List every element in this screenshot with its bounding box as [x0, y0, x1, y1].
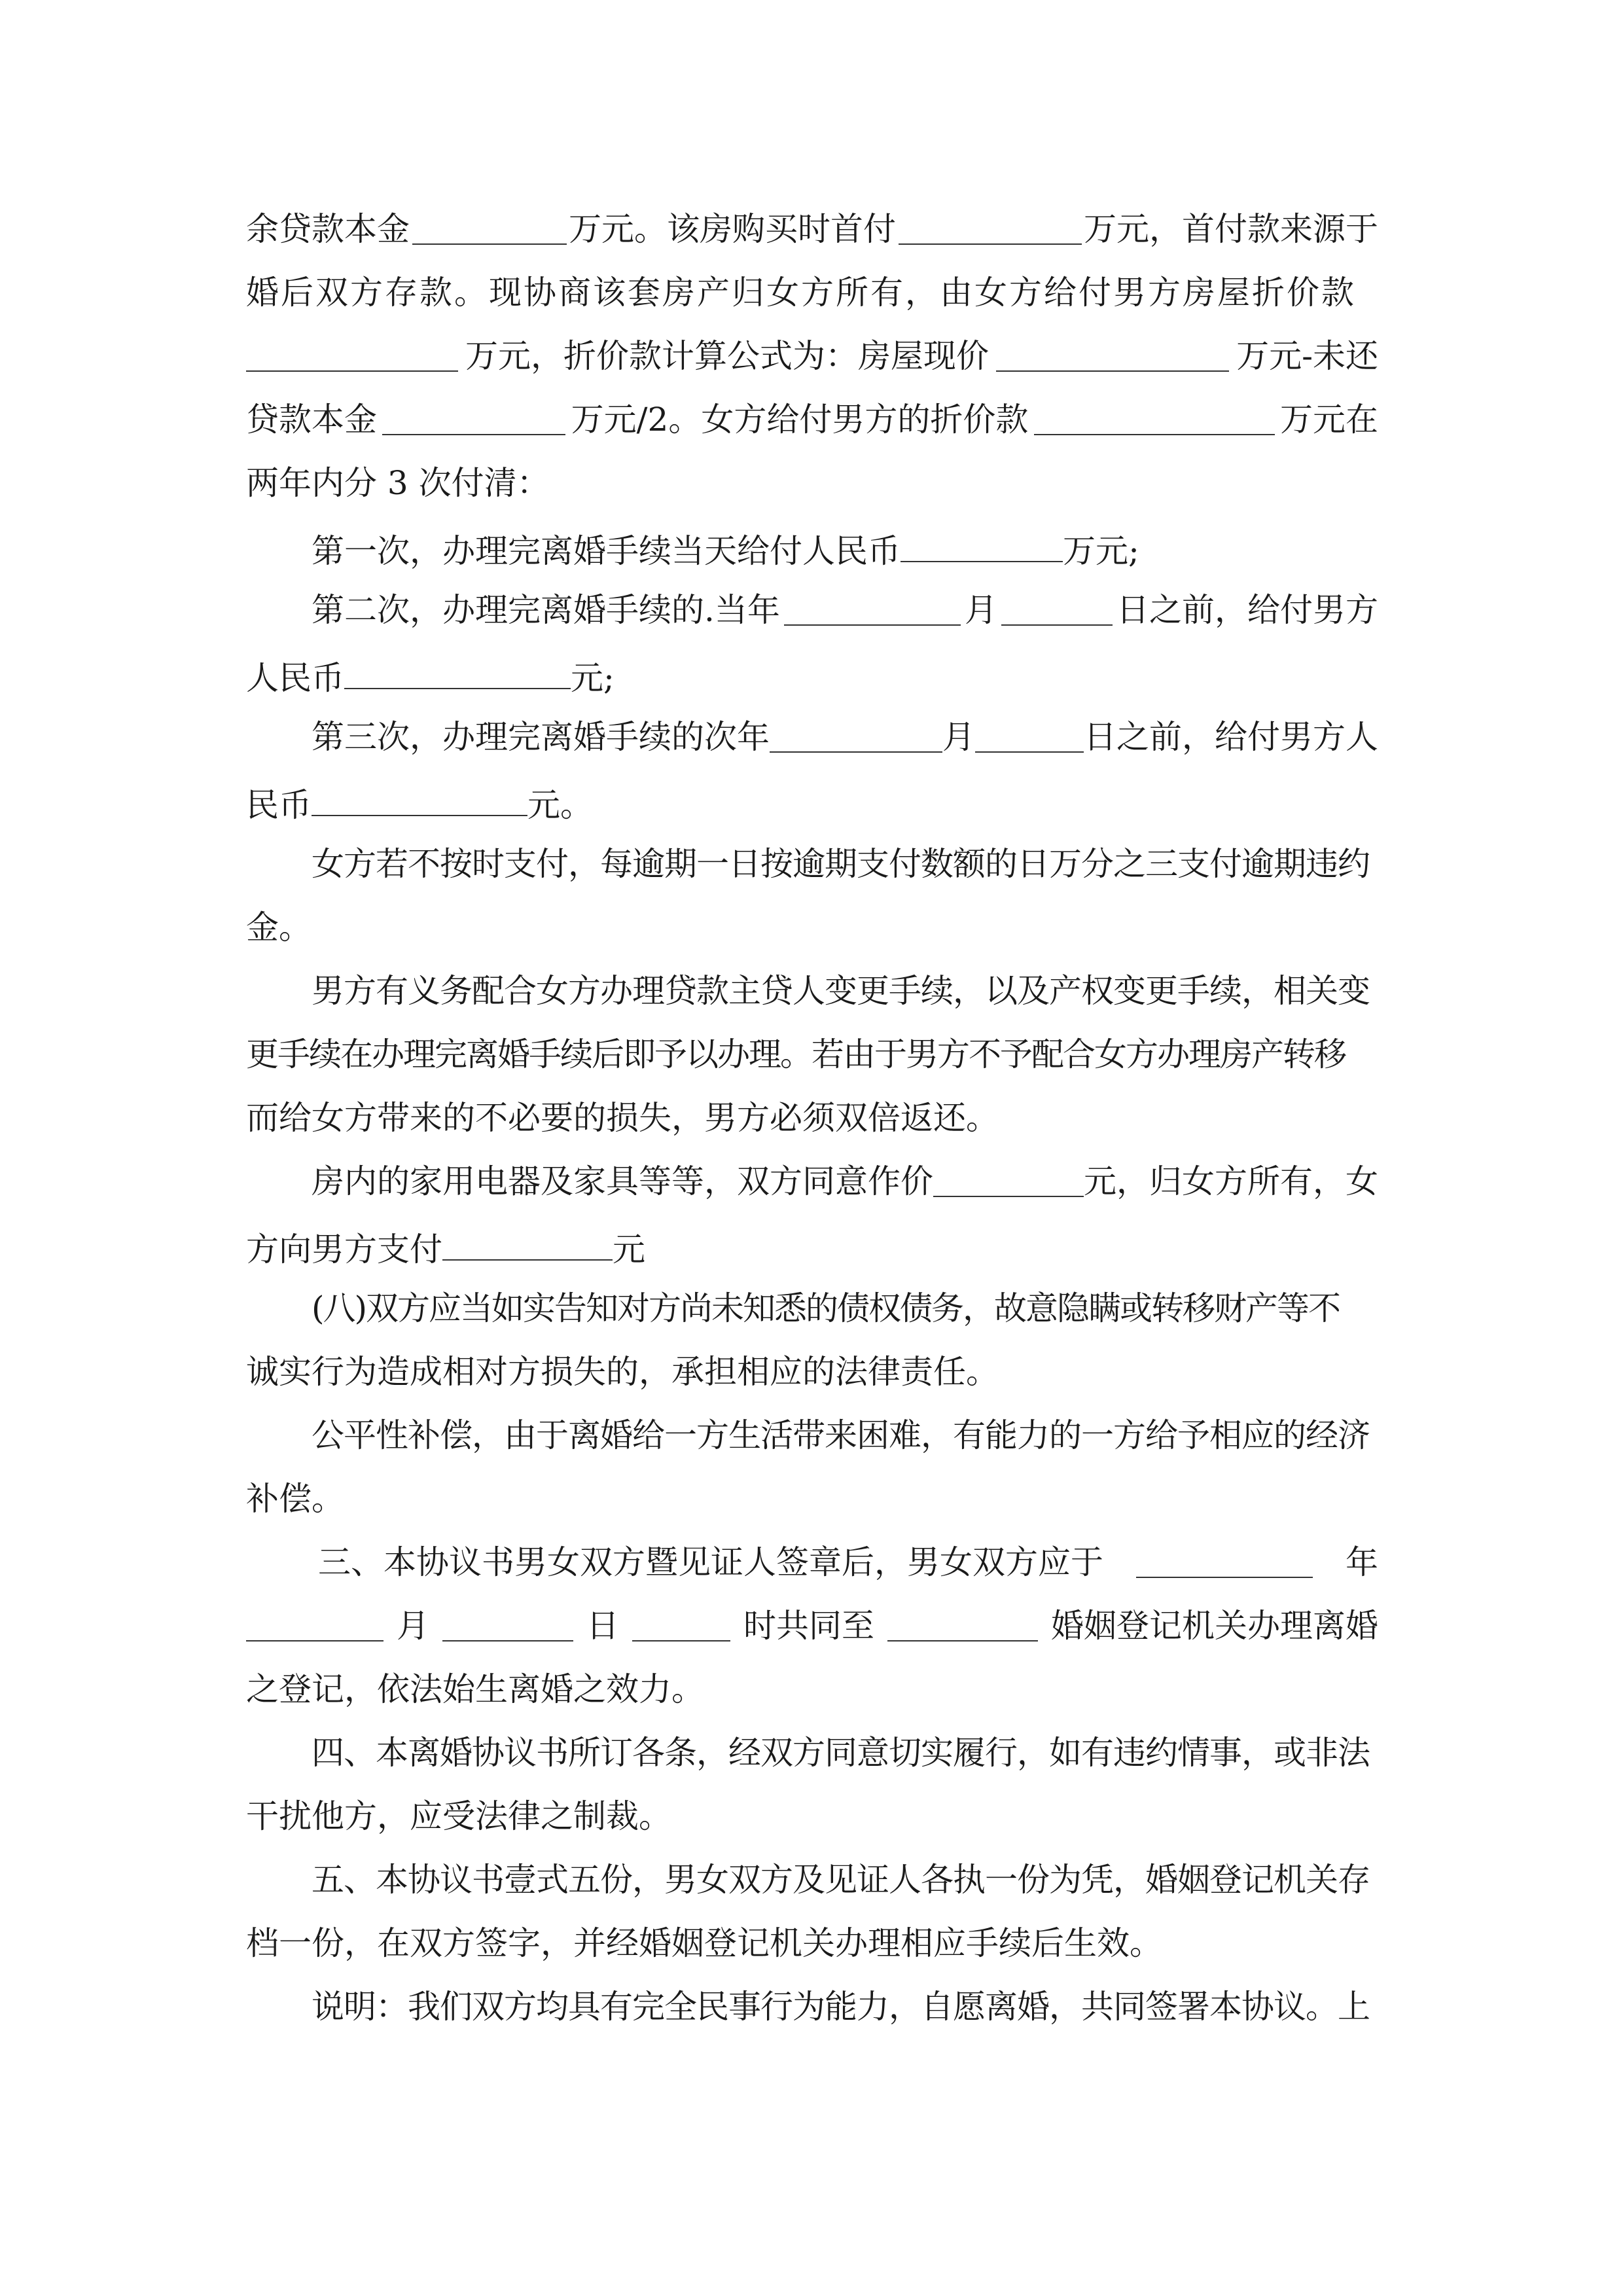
text-segment: 婚姻登记机关办理离婚: [1051, 1607, 1378, 1645]
fill-blank: [975, 711, 1084, 753]
text-segment: 女方若不按时支付，每逾期一日按逾期支付数额的日万分之三支付逾期违约: [312, 845, 1370, 883]
text-line: [246, 711, 1378, 763]
text-segment: 元。: [527, 786, 593, 824]
fill-blank: [344, 647, 571, 689]
text-segment: 干扰他方，应受法律之制裁。: [246, 1797, 671, 1835]
fill-blank: [899, 203, 1082, 245]
text-segment: 万元，首付款来源于: [1084, 210, 1378, 248]
text-segment: 说明：我们双方均具有完全民事行为能力，自愿离婚，共同签署本协议。上: [312, 1988, 1370, 2026]
text-line: [246, 1409, 1378, 1462]
text-segment: 万元-未还: [1236, 337, 1378, 375]
text-segment: 元;: [571, 659, 615, 697]
text-line: [246, 965, 1378, 1017]
text-line: [246, 1600, 1378, 1652]
fill-blank: [1034, 393, 1275, 435]
text-segment: 月: [397, 1607, 429, 1645]
text-line: [246, 647, 1378, 700]
text-segment: 公平性补偿，由于离婚给一方生活带来困难，有能力的一方给予相应的经济: [312, 1416, 1370, 1454]
text-line: [246, 330, 1378, 382]
text-line: [246, 838, 1378, 890]
text-line: [246, 266, 1378, 319]
text-segment: 房内的家用电器及家具等等，双方同意作价: [312, 1162, 933, 1200]
fill-blank: [901, 520, 1063, 562]
text-line: [246, 1473, 1378, 1525]
text-segment: 日: [586, 1607, 619, 1645]
text-segment: 男方有义务配合女方办理贷款主贷人变更手续，以及产权变更手续，相关变: [312, 972, 1370, 1010]
text-segment: 年: [1346, 1543, 1378, 1581]
text-segment: 日之前，给付男方: [1116, 591, 1378, 629]
text-segment: 月: [942, 718, 975, 756]
fill-blank: [442, 1600, 573, 1641]
text-segment: 万元在: [1279, 401, 1378, 439]
text-line: [246, 1092, 1378, 1144]
text-segment: 第一次，办理完离婚手续当天给付人民币: [312, 532, 901, 570]
fill-blank: [770, 711, 942, 753]
text-segment: (八)双方应当如实告知对方尚未知悉的债权债务，故意隐瞒或转移财产等不: [312, 1289, 1340, 1327]
fill-blank: [442, 1219, 613, 1261]
text-line: [246, 393, 1378, 446]
text-segment: 更手续在办理完离婚手续后即予以办理。若由于男方不予配合女方办理房产转移: [246, 1035, 1346, 1073]
text-segment: 两年内分 3 次付清：: [246, 464, 550, 502]
text-line: [246, 1663, 1378, 1715]
text-line: [246, 1981, 1378, 2033]
fill-blank: [632, 1600, 730, 1641]
text-segment: 金。: [246, 908, 312, 946]
text-line: [246, 774, 1378, 827]
text-segment: 万元，折价款计算公式为：房屋现价: [465, 337, 990, 375]
text-segment: 人民币: [246, 659, 344, 697]
text-segment: 档一份，在双方签字，并经婚姻登记机关办理相应手续后生效。: [246, 1924, 1162, 1962]
fill-blank: [412, 203, 567, 245]
text-segment: 四、本离婚协议书所订各条，经双方同意切实履行，如有违约情事，或非法: [312, 1734, 1370, 1772]
text-segment: 时共同至: [743, 1607, 874, 1645]
fill-blank: [784, 584, 961, 626]
text-segment: 元，归女方所有，女: [1084, 1162, 1378, 1200]
fill-blank: [246, 1600, 383, 1641]
text-segment: 元: [613, 1230, 645, 1268]
fill-blank: [246, 330, 458, 372]
text-line: [246, 1790, 1378, 1842]
text-line: [246, 1155, 1378, 1208]
text-segment: 余贷款本金: [246, 210, 410, 248]
text-line: [246, 1536, 1378, 1588]
fill-blank: [1136, 1536, 1313, 1578]
text-line: [246, 1219, 1378, 1271]
text-segment: 诚实行为造成相对方损失的，承担相应的法律责任。: [246, 1353, 999, 1391]
text-line: [246, 1917, 1378, 1969]
fill-blank: [887, 1600, 1038, 1641]
text-line: [246, 520, 1378, 573]
text-line: [246, 1854, 1378, 1906]
text-segment: 五、本协议书壹式五份，男女双方及见证人各执一份为凭，婚姻登记机关存: [312, 1861, 1370, 1899]
text-line: [246, 457, 1378, 509]
text-line: [246, 1727, 1378, 1779]
text-segment: 而给女方带来的不必要的损失，男方必须双倍返还。: [246, 1099, 999, 1137]
text-segment: 三、本协议书男女双方暨见证人签章后，男女双方应于: [318, 1543, 1103, 1581]
fill-blank: [312, 774, 527, 816]
fill-blank: [1001, 584, 1113, 626]
text-segment: 贷款本金: [246, 401, 377, 439]
text-segment: 万元。该房购买时首付: [569, 210, 896, 248]
text-segment: 民币: [246, 786, 312, 824]
text-line: [246, 1346, 1378, 1398]
text-line: [246, 1282, 1378, 1335]
text-segment: 第二次，办理完离婚手续的.当年: [312, 591, 780, 629]
text-segment: 月: [964, 591, 997, 629]
text-segment: 万元;: [1063, 532, 1139, 570]
text-segment: 日之前，给付男方人: [1084, 718, 1378, 756]
text-segment: 万元/2。女方给付男方的折价款: [571, 401, 1029, 439]
text-line: [246, 1028, 1378, 1081]
fill-blank: [382, 393, 565, 435]
text-segment: 婚后双方存款。现协商该套房产归女方所有，由女方给付男方房屋折价款: [246, 274, 1356, 312]
text-segment: 第三次，办理完离婚手续的次年: [312, 718, 770, 756]
text-line: [246, 584, 1378, 636]
text-segment: 方向男方支付: [246, 1230, 442, 1268]
fill-blank: [933, 1155, 1084, 1197]
text-line: [246, 203, 1378, 255]
text-line: [246, 901, 1378, 954]
text-segment: 补偿。: [246, 1480, 344, 1518]
fill-blank: [996, 330, 1229, 372]
text-segment: 之登记，依法始生离婚之效力。: [246, 1670, 704, 1708]
